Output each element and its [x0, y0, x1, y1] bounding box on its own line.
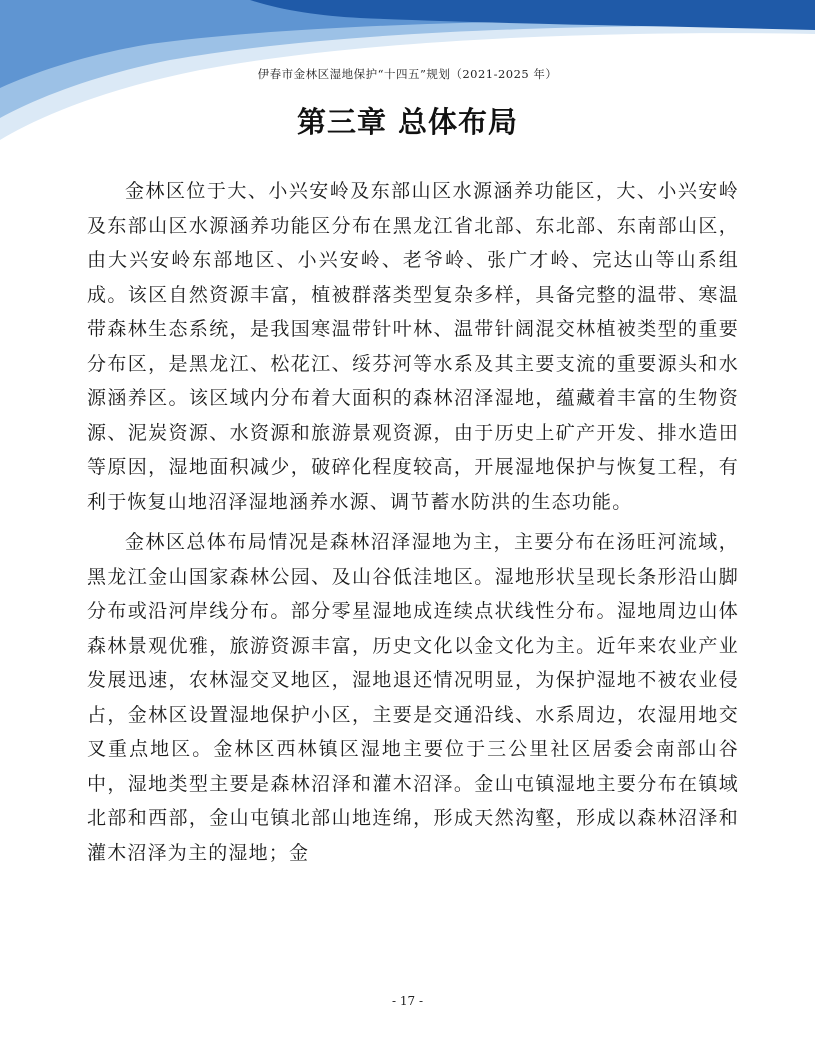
- chapter-title: 第三章 总体布局: [296, 105, 519, 139]
- header-banner-decoration: [0, 0, 815, 180]
- page-number: - 17 -: [391, 994, 423, 1008]
- paragraph: 金林区总体布局情况是森林沼泽湿地为主，主要分布在汤旺河流域，黑龙江金山国家森林公园、及山谷低洼地区。湿地形状呈现长条形沿山脚分布或沿河岸线分布。部分零星湿地成连续点状线性分布。湿地周边山体森林景观优雅，旅游资源丰富，历史文化以金文化为主。近年来农业产业发展迅速，农林湿交叉地区，湿地退还情况明显，为保护湿地不被农业侵占，金林区设置湿地保护小区，主要是交通沿线、水系周边，农湿用地交叉重点地区。金林区西林镇区湿地主要位于三公里社区居委会南部山谷中，湿地类型主要是森林沼泽和灌木沼泽。金山屯镇湿地主要分布在镇域北部和西部，金山屯镇北部山地连绵，形成天然沟壑，形成以森林沼泽和灌木沼泽为主的湿地；金: [87, 531, 739, 864]
- running-header: 伊春市金林区湿地保护“十四五”规划（2021-2025 年）: [257, 67, 558, 81]
- paragraph: 金林区位于大、小兴安岭及东部山区水源涵养功能区，大、小兴安岭及东部山区水源涵养功能区分布在黑龙江省北部、东北部、东南部山区，由大兴安岭东部地区、小兴安岭、老爷岭、张广才岭、完达山等山系组成。该区自然资源丰富，植被群落类型复杂多样，具备完整的温带、寒温带森林生态系统，是我国寒温带针叶林、温带针阔混交林植被类型的重要分布区，是黑龙江、松花江、绥芬河等水系及其主要支流的重要源头和水源涵养区。该区域内分布着大面积的森林沼泽湿地，蕴藏着丰富的生物资源、泥炭资源、水资源和旅游景观资源，由于历史上矿产开发、排水造田等原因，湿地面积减少，破碎化程度较高，开展湿地保护与恢复工程，有利于恢复山地沼泽湿地涵养水源、调节蓄水防洪的生态功能。: [87, 180, 739, 513]
- body-text: [87, 174, 739, 870]
